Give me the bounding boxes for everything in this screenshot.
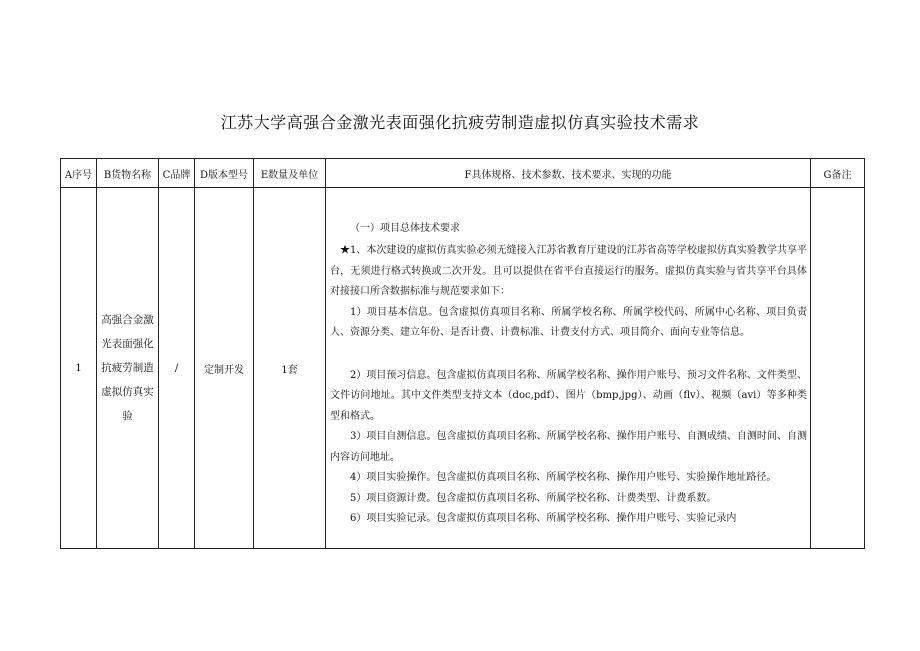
spec-item-2: 2）项目预习信息。包含虚拟仿真项目名称、所属学校名称、操作用户账号、预习文件名称、文件类型、文件访问地址。其中文件类型支持文本（doc,pdf）、图片（bmp,jpg）、动画（flv）、视频（avi）等多种类型和格式。 — [330, 369, 807, 422]
cell-quantity: 1套 — [254, 188, 326, 549]
header-remark: G备注 — [811, 159, 865, 188]
header-spec: F具体规格、技术参数、技术要求、实现的功能 — [326, 159, 811, 188]
goods-name-text: 高强合金激光表面强化抗疲劳制造虚拟仿真实验 — [101, 314, 154, 422]
spec-item-1: 1）项目基本信息。包含虚拟仿真项目名称、所属学校名称、所属学校代码、所属中心名称、项目负责人、资源分类、建立年份、是否计费、计费标准、计费支付方式、项目简介、面向专业等信息。 — [330, 306, 807, 338]
spec-heading: （一）项目总体技术要求 — [350, 222, 460, 234]
cell-model: 定制开发 — [195, 188, 254, 549]
cell-spec — [326, 188, 811, 549]
cell-remark — [811, 188, 865, 549]
header-model: D版本型号 — [195, 159, 254, 188]
header-quantity: E数量及单位 — [254, 159, 326, 188]
cell-serial: 1 — [61, 188, 97, 549]
header-serial: A序号 — [61, 159, 97, 188]
header-brand: C品牌 — [159, 159, 195, 188]
table-row — [61, 188, 865, 549]
document-title: 江苏大学高强合金激光表面强化抗疲劳制造虚拟仿真实验技术需求 — [220, 113, 700, 132]
spec-item-5: 5）项目资源计费。包含虚拟仿真项目名称、所属学校名称、计费类型、计费系数。 — [350, 492, 717, 504]
spec-item-4: 4）项目实验操作。包含虚拟仿真项目名称、所属学校名称、操作用户账号、实验操作地址路径。 — [350, 472, 777, 483]
requirements-table — [60, 158, 865, 549]
spec-item-6: 6）项目实验记录。包含虚拟仿真项目名称、所属学校名称、操作用户账号、实验记录内 — [350, 513, 737, 524]
table-header-row — [61, 159, 865, 188]
cell-brand: / — [159, 188, 195, 549]
cell-goods-name — [97, 188, 159, 549]
spec-gap — [330, 344, 807, 366]
spec-body — [326, 207, 810, 530]
spec-star-requirement: ★1、本次建设的虚拟仿真实验必须无缝接入江苏省教育厅建设的江苏省高等学校虚拟仿真实验教学共享平台，无须进行格式转换或二次开发。且可以提供在省平台直接运行的服务。虚拟仿真实验与省共享平台具体对接接口所含数据标准与规范要求如下： — [330, 245, 807, 297]
spec-item-3: 3）项目自测信息。包含虚拟仿真项目名称、所属学校名称、操作用户账号、自测成绩、自测时间、自测内容访问地址。 — [330, 431, 807, 463]
header-goods-name: B货物名称 — [97, 159, 159, 188]
